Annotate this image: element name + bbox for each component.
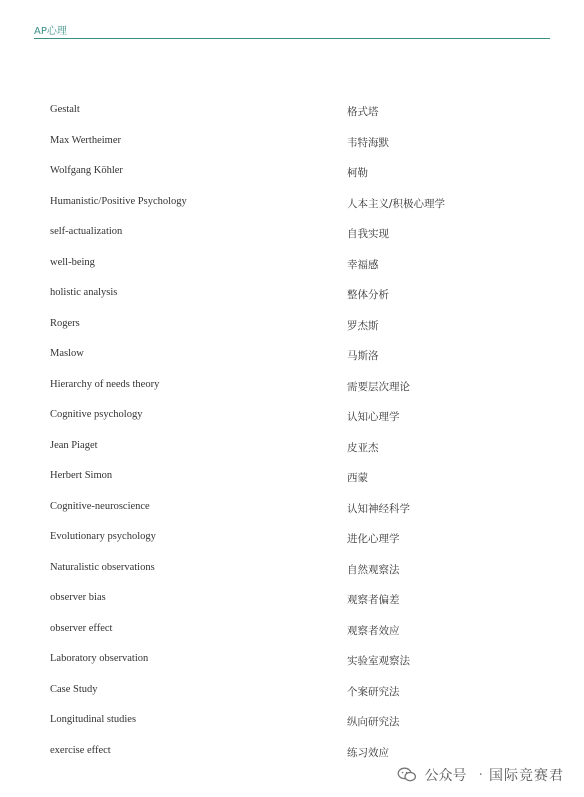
term-english: Wolfgang Köhler: [50, 165, 123, 176]
term-english: Cognitive-neuroscience: [50, 500, 150, 512]
term-english: Longitudinal studies: [50, 714, 137, 725]
footer-label: 公众号: [424, 768, 467, 784]
term-chinese: 皮亚杰: [347, 441, 379, 454]
vocab-row: [0, 165, 584, 196]
term-chinese: 个案研究法: [347, 685, 400, 698]
term-english: observer bias: [50, 592, 106, 603]
term-english: Max Wertheimer: [50, 134, 121, 146]
vocab-row: [0, 348, 584, 379]
vocab-row: [0, 623, 584, 654]
vocab-row: [0, 562, 584, 593]
term-chinese: 需要层次理论: [347, 380, 410, 393]
wechat-icon: [397, 767, 417, 783]
footer-dot: ·: [478, 767, 483, 783]
vocab-row: [0, 470, 584, 501]
term-english: Case Study: [50, 683, 98, 695]
vocab-row: [0, 409, 584, 440]
page-header: [34, 22, 550, 39]
term-chinese: 纵向研究法: [347, 716, 400, 728]
vocab-row: [0, 196, 584, 227]
term-chinese: 格式塔: [347, 106, 379, 118]
vocab-row: [0, 684, 584, 715]
term-english: Jean Piaget: [50, 439, 98, 451]
term-chinese: 幸福感: [347, 258, 379, 271]
term-chinese: 马斯洛: [347, 350, 379, 362]
footer-account: 国际竞赛君: [489, 768, 564, 784]
term-english: Naturalistic observations: [50, 561, 155, 573]
term-english: Evolutionary psychology: [50, 531, 156, 542]
term-chinese: 自然观察法: [347, 563, 400, 576]
term-english: observer effect: [50, 622, 113, 634]
term-chinese: 认知心理学: [347, 411, 400, 423]
term-chinese: 人本主义/积极心理学: [347, 197, 446, 210]
term-chinese: 柯勒: [347, 167, 368, 179]
vocab-row: [0, 440, 584, 471]
term-english: well-being: [50, 256, 95, 268]
term-english: Maslow: [50, 348, 84, 359]
vocab-row: [0, 104, 584, 135]
term-chinese: 观察者偏差: [347, 594, 400, 606]
vocab-row: [0, 531, 584, 562]
vocabulary-table: [0, 104, 584, 775]
term-chinese: 观察者效应: [347, 624, 400, 637]
term-chinese: 实验室观察法: [347, 655, 410, 667]
vocab-row: [0, 287, 584, 318]
term-english: Gestalt: [50, 104, 80, 115]
term-english: Humanistic/Positive Psychology: [50, 195, 187, 207]
footer-watermark: [397, 764, 564, 786]
term-chinese: 罗杰斯: [347, 319, 379, 332]
term-chinese: 西蒙: [347, 472, 368, 484]
term-english: Hierarchy of needs theory: [50, 378, 160, 390]
vocab-row: [0, 318, 584, 349]
header-title: AP心理: [34, 26, 67, 37]
vocab-row: [0, 714, 584, 745]
term-english: Laboratory observation: [50, 653, 149, 664]
term-english: self-actualization: [50, 226, 123, 237]
vocab-row: [0, 379, 584, 410]
vocab-row: [0, 257, 584, 288]
term-chinese: 自我实现: [347, 228, 389, 240]
vocab-row: [0, 501, 584, 532]
term-english: Cognitive psychology: [50, 409, 143, 420]
term-english: Herbert Simon: [50, 470, 113, 481]
term-english: Rogers: [50, 317, 80, 329]
term-chinese: 韦特海默: [347, 136, 389, 149]
vocab-row: [0, 592, 584, 623]
term-chinese: 整体分析: [347, 289, 389, 301]
vocab-row: [0, 135, 584, 166]
vocab-row: [0, 653, 584, 684]
term-chinese: 练习效应: [347, 746, 389, 759]
term-chinese: 认知神经科学: [347, 502, 410, 515]
term-english: holistic analysis: [50, 287, 118, 298]
vocab-row: [0, 226, 584, 257]
term-english: exercise effect: [50, 744, 111, 756]
term-chinese: 进化心理学: [347, 533, 400, 545]
